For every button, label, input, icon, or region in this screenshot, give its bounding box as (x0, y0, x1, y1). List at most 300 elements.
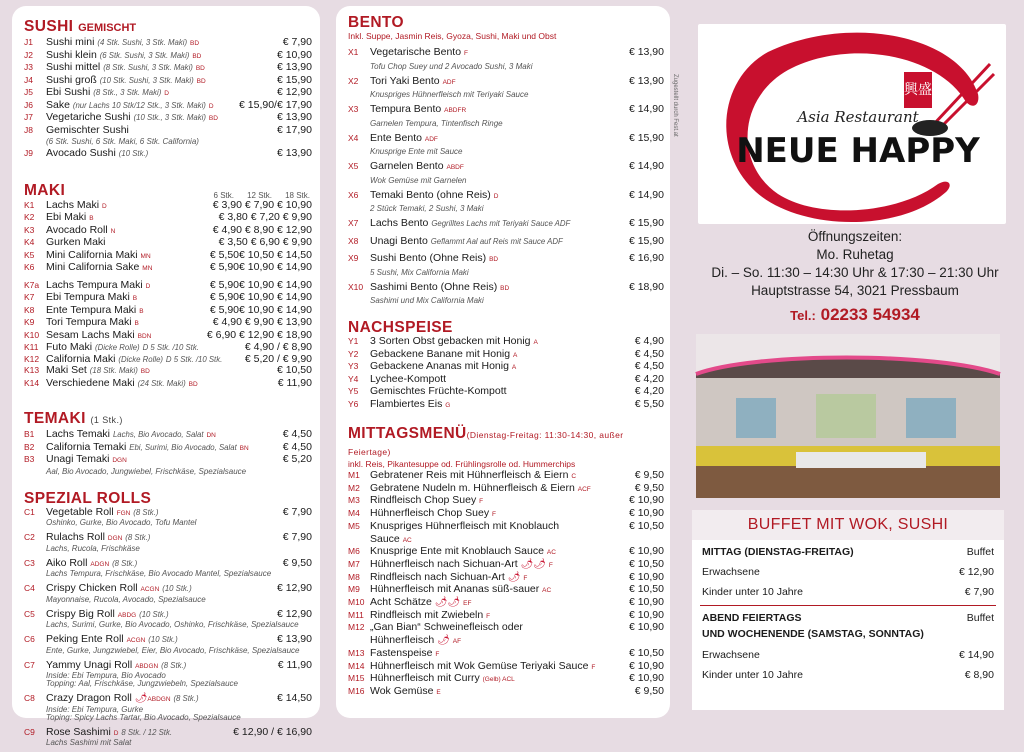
menu-item-code: C3 (24, 558, 46, 570)
menu-item-description: Knusprige Ente mit Sauce (348, 147, 664, 156)
temaki-section-title: TEMAKI (1 Stk.) (24, 410, 312, 429)
allergen-codes: FGN (117, 510, 131, 517)
menu-item-title: Lachs Tempura Maki (46, 279, 143, 291)
allergen-codes: BD (500, 285, 509, 292)
allergen-codes: D (164, 90, 169, 97)
menu-item-description: (8 Stk.) (125, 533, 150, 542)
menu-item-name (370, 104, 626, 117)
buffet-title: BUFFET MIT WOK, SUSHI (692, 510, 1004, 540)
delivery-note: Zugestellt durch Fest.at (672, 74, 678, 137)
menu-item-title: Sesam Lachs Maki (46, 329, 135, 341)
allergen-codes: B (139, 308, 143, 315)
menu-item-code: M11 (348, 610, 370, 622)
menu-item-description: Ente, Gurke, Jungzwiebel, Eier, Bio Avocado, Frischkäse, Spezialsauce (24, 647, 312, 655)
menu-item-description: Mayonnaise, Rucola, Avocado, Spezialsauce (24, 596, 312, 604)
menu-item (348, 76, 664, 89)
allergen-codes: F (464, 50, 468, 57)
allergen-codes: BD (192, 53, 201, 60)
menu-item-title: Ente Tempura Maki (46, 304, 136, 316)
menu-panel-middle (336, 6, 670, 718)
menu-item-price: € 11,90 (275, 660, 312, 672)
menu-item-code: M1 (348, 470, 370, 482)
menu-item-price: € 12,90 (274, 583, 312, 595)
allergen-codes: F (549, 562, 553, 569)
menu-item-price: € 10,50 (626, 584, 664, 596)
menu-item-code: X2 (348, 76, 370, 88)
menu-item-price: € 9,50 (632, 470, 664, 482)
menu-item-description: Sashimi und Mix California Maki (348, 296, 664, 305)
menu-item-price: € 12,90 (274, 609, 312, 621)
closed-day: Mo. Ruhetag (690, 246, 1020, 264)
menu-item (348, 399, 664, 412)
menu-item-code: J6 (24, 100, 46, 112)
menu-item (24, 262, 312, 275)
allergen-codes: D (114, 730, 119, 737)
menu-item-price: € 7,90 (280, 532, 312, 544)
menu-item-code: M12 (348, 622, 370, 634)
menu-item-price: € 10,50 (626, 648, 664, 660)
menu-item-price: € 4,90 € 8,90 € 12,90 (210, 225, 312, 237)
allergen-codes: ACGN (127, 637, 146, 644)
menu-item-title: Rindfleisch nach Sichuan-Art (370, 571, 505, 583)
menu-item-title: Knusprige Ente mit Knoblauch Sauce (370, 545, 544, 557)
menu-item-description: Lachs, Rucola, Frischkäse (24, 545, 312, 553)
menu-item-price: € 10,50 (626, 521, 664, 533)
menu-item-code: Y4 (348, 374, 370, 386)
menu-item-title: Rulachs Roll (46, 531, 105, 543)
menu-item-code: M14 (348, 661, 370, 673)
menu-item-code: K7 (24, 292, 46, 304)
bento-section-title: BENTO (348, 14, 664, 31)
menu-item-description: (10 Stk. Sushi, 3 Stk. Maki) (100, 76, 194, 85)
menu-panel-left (12, 6, 320, 718)
menu-item-description: Knuspriges Hühnerfleisch mit Teriyaki Sauce (348, 90, 664, 99)
allergen-codes: ABDGN (135, 663, 158, 670)
menu-item-description: 8 Stk. / 12 Stk. (121, 728, 172, 737)
menu-item-description: Garnelen Tempura, Tintenfisch Ringe (348, 119, 664, 128)
allergen-codes: D (102, 203, 107, 210)
menu-item-title: Aiko Roll (46, 557, 87, 569)
menu-item-price: € 5,50 (632, 399, 664, 411)
logo-subtitle: Asia Restaurant (795, 108, 919, 126)
menu-item-code: J5 (24, 87, 46, 99)
menu-item-price: € 5,90€ 10,90 € 14,90 (207, 280, 312, 292)
menu-item-code: J2 (24, 50, 46, 62)
menu-item-price: € 9,50 (632, 686, 664, 698)
menu-item-title: Gebratene Nudeln m. Hühnerfleisch & Eiern (370, 482, 575, 494)
allergen-codes: BD (489, 256, 498, 263)
menu-item-code: Y5 (348, 386, 370, 398)
menu-item-description: (8 Stk.) (133, 508, 158, 517)
menu-item-name (370, 133, 626, 146)
menu-item-name (370, 282, 626, 295)
menu-item-description: Lachs Tempura, Frischkäse, Bio Avocado Mantel, Spezialsauce (24, 570, 312, 578)
menu-item-price: € 7,90 (280, 507, 312, 519)
menu-item-code: K7a (24, 280, 46, 292)
menu-item-price: € 10,90 (626, 661, 664, 673)
menu-item-price: € 4,50 (632, 361, 664, 373)
menu-item-price: € 9,50 (632, 483, 664, 495)
menu-item-title: Sushi Bento (Ohne Reis) (370, 252, 486, 264)
menu-item-price: € 13,90 (626, 76, 664, 88)
menu-item-title: Gurken Maki (46, 236, 106, 248)
menu-item-description: (6 Stk. Sushi, 6 Stk. Maki, 6 Stk. California) (24, 137, 312, 146)
bento-list (348, 47, 664, 305)
menu-item-description: 2 Stück Temaki, 2 Sushi, 3 Maki (348, 204, 664, 213)
menu-item-description: Topping: Aal, Frischkäse, Jungzwiebeln, Spezialsauce (24, 680, 312, 688)
logo-title: NEUE HAPPY (736, 131, 980, 171)
menu-item-description: (10 Stk.) (139, 610, 168, 619)
allergen-codes: ABDGN (147, 696, 170, 703)
menu-item-code: C7 (24, 660, 46, 672)
menu-item-price: € 13,90 (274, 634, 312, 646)
menu-item-price: € 12,90 / € 16,90 (230, 727, 312, 739)
menu-item-name (46, 532, 280, 545)
sushi-list (24, 37, 312, 137)
menu-item-description: (4 Stk. Sushi, 3 Stk. Maki) (97, 38, 187, 47)
menu-item-title: Yammy Unagi Roll (46, 659, 132, 671)
menu-item-price: € 10,90 (626, 546, 664, 558)
menu-item-title: Tempura Bento (370, 103, 441, 115)
menu-item-code: Y1 (348, 336, 370, 348)
menu-item-code: M13 (348, 648, 370, 660)
chili-icon: 🌶🌶 (435, 597, 460, 608)
menu-item-code: X9 (348, 253, 370, 265)
menu-item-code: K3 (24, 225, 46, 237)
menu-item-title: Avocado Roll (46, 224, 108, 236)
menu-item-code: J4 (24, 75, 46, 87)
allergen-codes: BD (190, 40, 199, 47)
allergen-codes: AC (542, 587, 551, 594)
menu-item-title: Ebi Maki (46, 211, 86, 223)
menu-item-description: (10 Stk., 3 Stk. Maki) (134, 113, 206, 122)
menu-item-price: € 10,90 (626, 673, 664, 685)
menu-item-name (370, 47, 626, 60)
allergen-codes: BDN (138, 333, 152, 340)
buffet-evening-header: ABEND FEIERTAGS Buffet (692, 612, 1004, 625)
menu-item-name (370, 686, 632, 699)
menu-item-name (46, 262, 207, 275)
menu-item-title: Sushi mittel (46, 61, 100, 73)
menu-item-code: K2 (24, 212, 46, 224)
menu-item: K12 California Maki (Dicke Rolle) D 5 Stk. /10 Stk. € 5,20 / € 9,90 (24, 354, 312, 366)
menu-item-price: € 12,90 (274, 87, 312, 99)
menu-item-description: (8 Stk.) (173, 694, 198, 703)
menu-item-code: Y3 (348, 361, 370, 373)
allergen-codes: F (591, 664, 595, 671)
menu-item-name (370, 521, 626, 534)
menu-item-description: (nur Lachs 10 Stk/12 Stk., 3 Stk. Maki) (73, 101, 206, 110)
allergen-codes: MN (141, 253, 151, 260)
menu-item-price: € 5,90€ 10,90 € 14,90 (207, 262, 312, 274)
menu-item (348, 104, 664, 117)
menu-item-title: Mini California Sake (46, 261, 139, 273)
menu-item-title: Sauce (370, 533, 400, 545)
menu-item (348, 161, 664, 174)
bento-note: Inkl. Suppe, Jasmin Reis, Gyoza, Sushi, Maki und Obst (348, 31, 664, 42)
allergen-codes: D (209, 103, 214, 110)
spacer (24, 747, 312, 752)
menu-item-title: Wok Gemüse (370, 685, 433, 697)
menu-item-code: C5 (24, 609, 46, 621)
menu-item-title: Rindfleisch mit Zwiebeln (370, 609, 483, 621)
menu-item (348, 253, 664, 266)
menu-item-title: Crispy Big Roll (46, 608, 115, 620)
menu-item (348, 218, 664, 231)
menu-item-code: Y2 (348, 349, 370, 361)
menu-item-description: Inside: Ebi Tempura, Bio Avocado (24, 672, 312, 680)
allergen-codes: F (435, 651, 439, 658)
allergen-codes: AF (453, 638, 461, 645)
allergen-codes: BD (209, 115, 218, 122)
menu-item-title: Tori Tempura Maki (46, 316, 132, 328)
menu-item-price: € 15,90 (626, 236, 664, 248)
logo-stamp-text: 興盛 (904, 81, 932, 98)
menu-item (348, 236, 664, 249)
menu-item-title: Sushi groß (46, 74, 97, 86)
address: Hauptstrasse 54, 3021 Pressbaum (690, 282, 1020, 300)
menu-item-title: Sashimi Bento (Ohne Reis) (370, 281, 497, 293)
menu-item-description: (6 Stk. Sushi, 3 Stk. Maki) (100, 51, 190, 60)
menu-item-title: Hühnerfleisch mit Wok Gemüse Teriyaki Sauce (370, 660, 588, 672)
menu-item-title: Sushi klein (46, 49, 97, 61)
menu-item: B2 California Temaki Ebi, Surimi, Bio Avocado, Salat BN € 4,50 (24, 442, 312, 455)
allergen-codes: ADGN (90, 561, 109, 568)
menu-item-title: Knuspriges Hühnerfleisch mit Knoblauch (370, 520, 559, 532)
menu-item-price: € 13,90 (274, 112, 312, 124)
menu-item: B1 Lachs Temaki Lachs, Bio Avocado, Salat DN € 4,50 (24, 429, 312, 442)
menu-item-price: € 10,90 (274, 50, 312, 62)
menu-item-code: C8 (24, 693, 46, 705)
menu-item-title: Crazy Dragon Roll (46, 692, 132, 704)
menu-item-title: Hühnerfleisch (370, 634, 434, 646)
menu-item-price: € 4,20 (632, 374, 664, 386)
allergen-codes: A (533, 339, 537, 346)
menu-item-price: € 4,90 (632, 336, 664, 348)
menu-item-code: C6 (24, 634, 46, 646)
menu-item-code: K4 (24, 237, 46, 249)
menu-item-title: Vegetable Roll (46, 506, 114, 518)
menu-item (348, 282, 664, 295)
menu-item-code: K9 (24, 317, 46, 329)
maki-list (24, 200, 312, 343)
menu-item-code: M10 (348, 597, 370, 609)
menu-item-title: Gebackene Banane mit Honig (370, 348, 510, 360)
menu-item-description: Inside: Ebi Tempura, Gurke (24, 706, 312, 714)
menu-item-description: Aal, Bio Avocado, Jungwiebel, Frischkäse, Spezialsauce (24, 467, 312, 476)
menu-item: B3 Unagi Temaki DGN € 5,20 (24, 454, 312, 467)
menu-item-price: € 13,90 (274, 62, 312, 74)
menu-item-title: Gemischter Sushi (46, 124, 129, 136)
menu-item-code: M6 (348, 546, 370, 558)
menu-item-code: J8 (24, 125, 46, 137)
menu-item-price: € 13,90 (626, 47, 664, 59)
menu-item-description: (8 Stk.) (161, 661, 186, 670)
allergen-codes: F (486, 613, 490, 620)
phone: Tel.: 02233 54934 (690, 306, 1020, 325)
opening-hours-title: Öffnungszeiten: (690, 228, 1020, 246)
menu-item-name (370, 253, 626, 266)
allergen-codes: N (111, 228, 116, 235)
menu-item-price: € 5,50€ 10,50 € 14,50 (207, 250, 312, 262)
menu-item-name (46, 583, 274, 596)
menu-item-title: Hühnerfleisch Chop Suey (370, 507, 489, 519)
menu-item-code: M4 (348, 508, 370, 520)
menu-item-code: X7 (348, 218, 370, 230)
menu-item-code: C4 (24, 583, 46, 595)
menu-item-code: X1 (348, 47, 370, 59)
phone-number[interactable]: 02233 54934 (821, 305, 920, 324)
chili-icon: 🌶 (135, 693, 148, 704)
menu-item-code: M2 (348, 483, 370, 495)
maki-section-title: MAKI (24, 182, 312, 199)
allergen-codes: BD (197, 78, 206, 85)
buffet-price-row: Erwachsene € 12,90 (692, 566, 1004, 579)
menu-item-code: C2 (24, 532, 46, 544)
menu-item-code: M16 (348, 686, 370, 698)
menu-item-price: € 18,90 (626, 282, 664, 294)
menu-item-price: € 10,90 (626, 508, 664, 520)
rolls-list (24, 507, 312, 752)
chili-icon: 🌶 (437, 635, 450, 646)
menu-item-code: K8 (24, 305, 46, 317)
menu-item-description: (10 Stk.) (148, 635, 177, 644)
menu-item-price: € 14,90 (626, 104, 664, 116)
menu-item-title: Acht Schätze (370, 596, 432, 608)
menu-item-code: Y6 (348, 399, 370, 411)
logo-graphic (698, 24, 1006, 224)
menu-item (348, 133, 664, 146)
menu-item-name (370, 161, 626, 174)
menu-item-title: Flambiertes Eis (370, 398, 442, 410)
allergen-codes: AC (403, 537, 412, 544)
menu-item-title: Sake (46, 99, 70, 111)
menu-item-code: J1 (24, 37, 46, 49)
menu-item-price: € 15,90 (274, 75, 312, 87)
menu-item-code: J3 (24, 62, 46, 74)
menu-item-title: Hühnerfleisch mit Curry (370, 672, 480, 684)
menu-item-name (370, 218, 626, 231)
menu-item-title: Ente Bento (370, 132, 422, 144)
menu-item-price: € 3,90 € 7,90 € 10,90 (210, 200, 312, 212)
menu-item-description: (8 Stk. Sushi, 3 Stk. Maki) (103, 63, 193, 72)
menu-item-price: € 15,90 (626, 218, 664, 230)
menu-item-name (370, 190, 626, 203)
opening-hours: Di. – So. 11:30 – 14:30 Uhr & 17:30 – 21:30 Uhr (690, 264, 1020, 282)
buffet-divider (700, 605, 996, 606)
menu-item-price: € 10,90 (626, 622, 664, 634)
menu-item-price: € 17,90 (274, 125, 312, 137)
menu-item-description: Toping: Spicy Lachs Tartar, Bio Avocado, Spezialsauce (24, 714, 312, 722)
menu-item-title: Vegetariche Sushi (46, 111, 131, 123)
menu-item-title: Ebi Tempura Maki (46, 291, 130, 303)
menu-item-price: € 10,90 (626, 572, 664, 584)
allergen-codes: EF (463, 600, 471, 607)
menu-item-price: € 3,80 € 7,20 € 9,90 (216, 212, 312, 224)
menu-item-price: € 15,90 (626, 133, 664, 145)
menu-item-description: Wok Gemüse mit Garnelen (348, 176, 664, 185)
menu-item-name (370, 76, 626, 89)
menu-item: K13 Maki Set (18 Stk. Maki) BD € 10,50 (24, 365, 312, 378)
allergen-codes: F (479, 498, 483, 505)
menu-item-description: (8 Stk.) (112, 559, 137, 568)
menu-item-description: (10 Stk.) (162, 584, 191, 593)
allergen-codes: ACF (578, 486, 591, 493)
allergen-codes: AC (547, 549, 556, 556)
menu-item-title: 3 Sorten Obst gebacken mit Honig (370, 335, 531, 347)
menu-item-price: € 7,90 (280, 37, 312, 49)
menu-item-price: € 9,50 (280, 558, 312, 570)
menu-item-price: € 14,50 (274, 693, 312, 705)
menu-item-title: Crispy Chicken Roll (46, 582, 138, 594)
menu-item-description: Lachs Sashimi mit Salat (24, 739, 312, 747)
menu-item-code: X8 (348, 236, 370, 248)
menu-item-name (370, 236, 626, 249)
menu-item-code: X6 (348, 190, 370, 202)
allergen-codes: ABDFR (444, 107, 466, 114)
allergen-codes: ABDG (118, 612, 136, 619)
menu-item-code: K6 (24, 262, 46, 274)
menu-item-price: € 10,90 (626, 495, 664, 507)
menu-item-description: (8 Stk., 3 Stk. Maki) (93, 88, 161, 97)
buffet-lunch-header: MITTAG (DIENSTAG-FREITAG) Buffet (692, 546, 1004, 559)
menu-item-code: M3 (348, 495, 370, 507)
menu-item-price: € 3,50 € 6,90 € 9,90 (216, 237, 312, 249)
sushi-section-title: SUSHI GEMISCHT (24, 18, 312, 37)
menu-item-code: M9 (348, 584, 370, 596)
allergen-codes: B (135, 320, 139, 327)
menu-item (24, 532, 312, 545)
menu-item-title: Vegetarische Bento (370, 46, 461, 58)
menu-item-code: K5 (24, 250, 46, 262)
menu-item-title: Hühnerfleisch nach Sichuan-Art (370, 558, 518, 570)
menu-item-title: Lychee-Kompott (370, 373, 446, 385)
menu-item-title: Peking Ente Roll (46, 633, 124, 645)
menu-item-name (370, 399, 632, 412)
menu-item-title: Fastenspeise (370, 647, 432, 659)
menu-item-price: € 14,90 (626, 190, 664, 202)
buffet-price-row: Kinder unter 10 Jahre € 8,90 (692, 669, 1004, 682)
menu-item-code: X3 (348, 104, 370, 116)
menu-item (348, 686, 664, 699)
rolls-section-title: SPEZIAL ROLLS (24, 490, 312, 507)
menu-item-title: Rindfleisch Chop Suey (370, 494, 476, 506)
menu-item-name (46, 634, 274, 647)
menu-item-code: X10 (348, 282, 370, 294)
lunch-section-title: MITTAGSMENÜ(Dienstag-Freitag: 11:30-14:30, außer Feiertage) (348, 425, 664, 459)
interior-illustration (696, 334, 1000, 498)
menu-item-code: M15 (348, 673, 370, 685)
allergen-codes: F (523, 575, 527, 582)
menu-item-description: Tofu Chop Suey und 2 Avocado Sushi, 3 Maki (348, 62, 664, 71)
chili-icon: 🌶 (508, 572, 521, 583)
allergen-codes: B (133, 295, 137, 302)
menu-item-code: M8 (348, 572, 370, 584)
allergen-codes: A (513, 352, 517, 359)
menu-item-description: Gegrilltes Lachs mit Teriyaki Sauce ADF (431, 219, 570, 228)
menu-item-code: C9 (24, 727, 46, 739)
allergen-codes: DGN (108, 535, 122, 542)
allergen-codes: D (494, 193, 499, 200)
menu-item-code: J7 (24, 112, 46, 124)
menu-item-price: € 10,50 (626, 559, 664, 571)
restaurant-logo (698, 24, 1006, 224)
menu-item-price: € 4,20 (632, 386, 664, 398)
menu-item-price: € 16,90 (626, 253, 664, 265)
menu-item-description: 5 Sushi, Mix California Maki (348, 268, 664, 277)
menu-item-title: Lachs Bento (370, 217, 428, 229)
menu-item-title: Gemischtes Früchte-Kompott (370, 385, 507, 397)
